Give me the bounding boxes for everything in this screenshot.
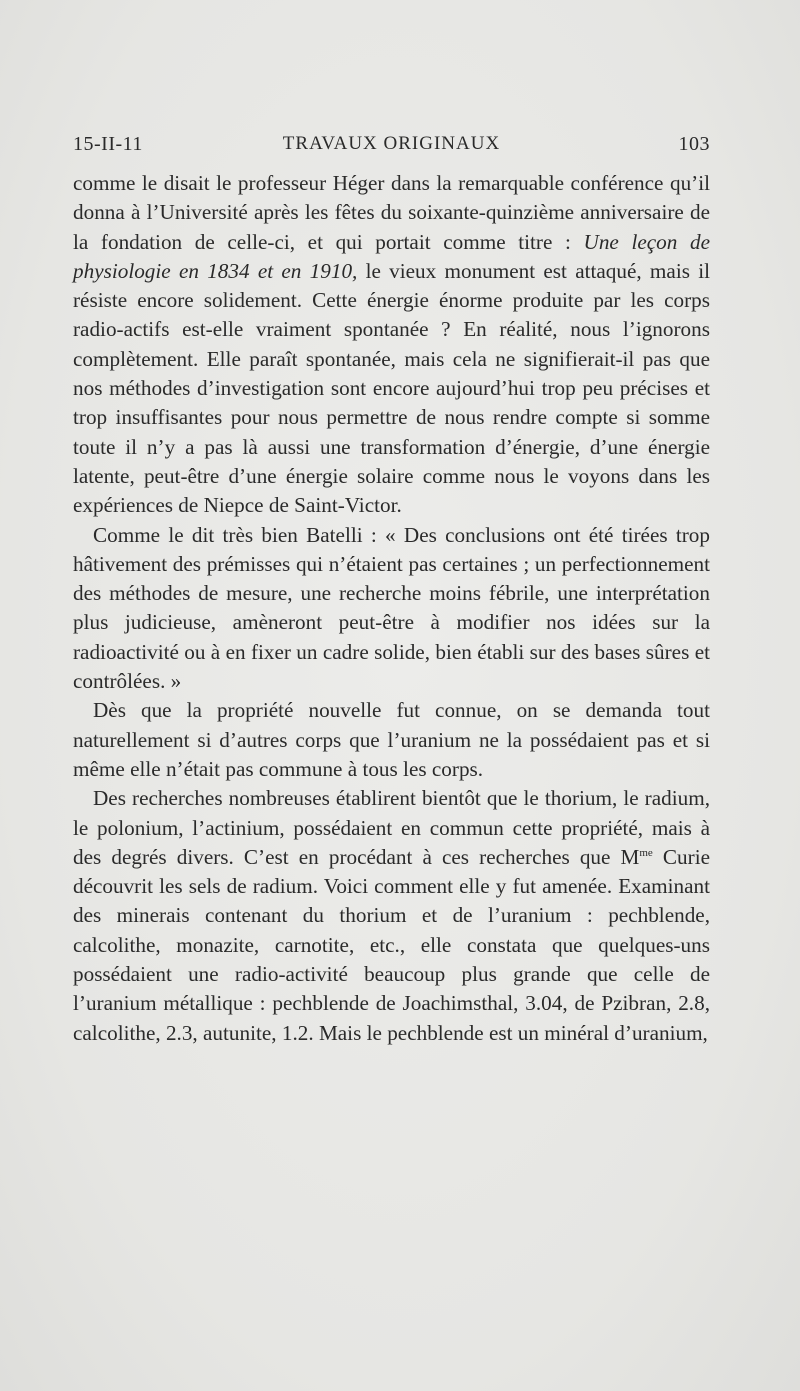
superscript: me: [639, 846, 653, 859]
italic-lecture-title: Une leçon de physiologie en 1834 et en 1910,: [73, 229, 710, 283]
paragraph: Comme le dit très bien Batelli : « Des conclusions ont été tirées trop hâtivement des prémisses qui n’étaient pas certaines ; un perfectionnement des méthodes de mesure, une recherche moins fébrile, une interprétation plus judicieuse, amèneront peut-être à modifier nos idées sur la radioactivité ou à en fixer un cadre solide, bien établi sur des bases sûres et contrôlées. »: [73, 522, 710, 694]
running-head: [73, 133, 710, 159]
paragraph-text: Des recherches nombreuses établirent bientôt que le thorium, le radium, le polonium, l’actinium, possédaient en commun cette propriété, mais à des degrés divers. C’est en procédant à ces recherches que M: [73, 786, 710, 869]
paragraph: [73, 784, 710, 1048]
header-date: 15-II-11: [73, 133, 143, 155]
body-text: [73, 169, 710, 1048]
page-number: 103: [678, 133, 710, 155]
paragraph-text: comme le disait le professeur Héger dans la remarquable conférence qu’il donna à l’Université après les fêtes du soixante-quinzième anniversaire de la fondation de celle-ci, et qui portait comme titre :: [73, 171, 710, 254]
paragraph: Dès que la propriété nouvelle fut connue, on se demanda tout naturellement si d’autres corps que l’uranium ne la possédaient pas et si même elle n’était pas commune à tous les corps.: [73, 698, 710, 781]
paragraph-text: le vieux monument est attaqué, mais il résiste encore solidement. Cette énergie énorme produite par les corps radio-actifs est-elle vraiment spontanée ? En réalité, nous l’ignorons complètement. Elle paraît spontanée, mais cela ne signifierait-il pas que nos méthodes d’investigation sont encore aujourd’hui trop peu précises et trop insuffisantes pour nous permettre de nous rendre compte si somme toute il n’y a pas là aussi une transformation d’énergie, d’une énergie latente, peut-être d’une énergie solaire comme nous le voyons dans les expériences de Niepce de Saint-Victor.: [73, 258, 710, 518]
paragraph-text: Curie découvrit les sels de radium. Voici comment elle y fut amenée. Examinant des minerais contenant du thorium et de l’uranium : pechblende, calcolithe, monazite, carnotite, etc., elle constata que quelques-uns possédaient une radio-activité beaucoup plus grande que celle de l’uranium métallique : pechblende de Joachimsthal, 3.04, de Pzibran, 2.8, calcolithe, 2.3, autunite, 1.2. Mais le pechblende est un minéral d’uranium,: [73, 844, 710, 1045]
paragraph: [73, 169, 710, 521]
header-section-title: TRAVAUX ORIGINAUX: [282, 133, 501, 154]
